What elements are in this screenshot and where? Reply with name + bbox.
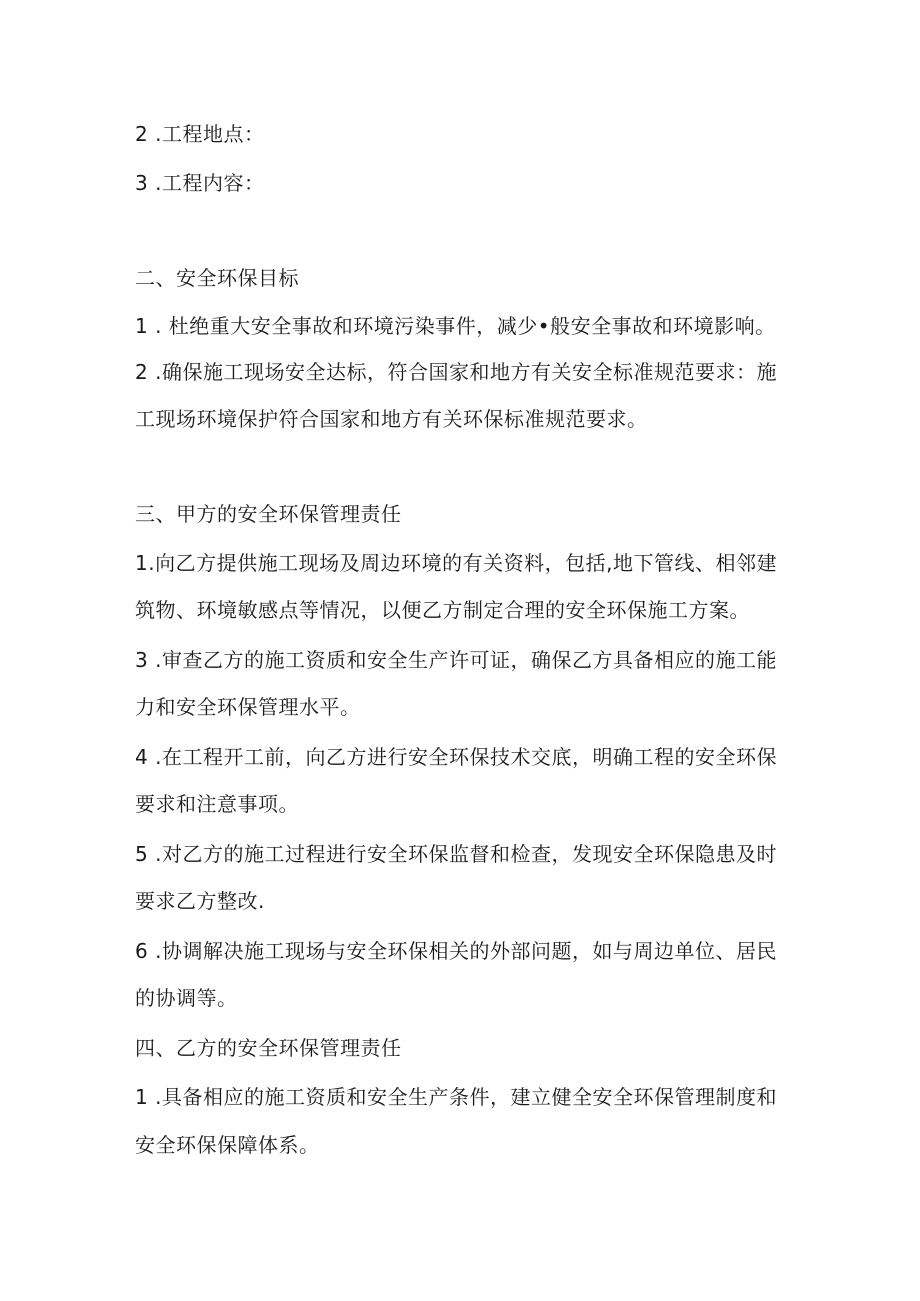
party-a-item-1-line-1: 1.向乙方提供施工现场及周边环境的有关资料，包括,地下管线、相邻建: [135, 551, 777, 575]
goal-item-1: 1 . 杜绝重大安全事故和环境污染事件，减少•般安全事故和环境影响。: [135, 314, 776, 338]
party-a-item-3-line-2: 力和安全环保管理水平。: [135, 695, 361, 719]
party-a-item-4-line-1: 4 .在工程开工前，向乙方进行安全环保技术交底，明确工程的安全环保: [135, 745, 777, 769]
party-a-item-6-line-1: 6 .协调解决施工现场与安全环保相关的外部问题，如与周边单位、居民: [135, 939, 777, 963]
goal-item-2-line-1: 2 .确保施工现场安全达标，符合国家和地方有关安全标准规范要求：施: [135, 360, 777, 384]
party-a-item-4-line-2: 要求和注意事项。: [135, 792, 299, 816]
item-project-content: 3 .工程内容：: [135, 171, 265, 195]
party-a-item-3-line-1: 3 .审查乙方的施工资质和安全生产许可证，确保乙方具备相应的施工能: [135, 648, 777, 672]
item-project-location: 2 .工程地点：: [135, 122, 265, 146]
party-a-item-5-line-2: 要求乙方整改.: [135, 889, 265, 913]
party-a-item-5-line-1: 5 .对乙方的施工过程进行安全环保监督和检查，发现安全环保隐患及时: [135, 842, 777, 866]
party-b-item-1-line-2: 安全环保保障体系。: [135, 1133, 320, 1157]
party-a-item-6-line-2: 的协调等。: [135, 986, 238, 1010]
section-heading-party-a: 三、甲方的安全环保管理责任: [135, 502, 402, 526]
section-heading-party-b: 四、乙方的安全环保管理责任: [135, 1036, 402, 1060]
party-a-item-1-line-2: 筑物、环境敏感点等情况，以便乙方制定合理的安全环保施工方案。: [135, 598, 750, 622]
goal-item-2-line-2: 工现场环境保护符合国家和地方有关环保标准规范要求。: [135, 407, 648, 431]
party-b-item-1-line-1: 1 .具备相应的施工资质和安全生产条件，建立健全安全环保管理制度和: [135, 1085, 777, 1109]
section-heading-goals: 二、安全环保目标: [135, 266, 299, 290]
